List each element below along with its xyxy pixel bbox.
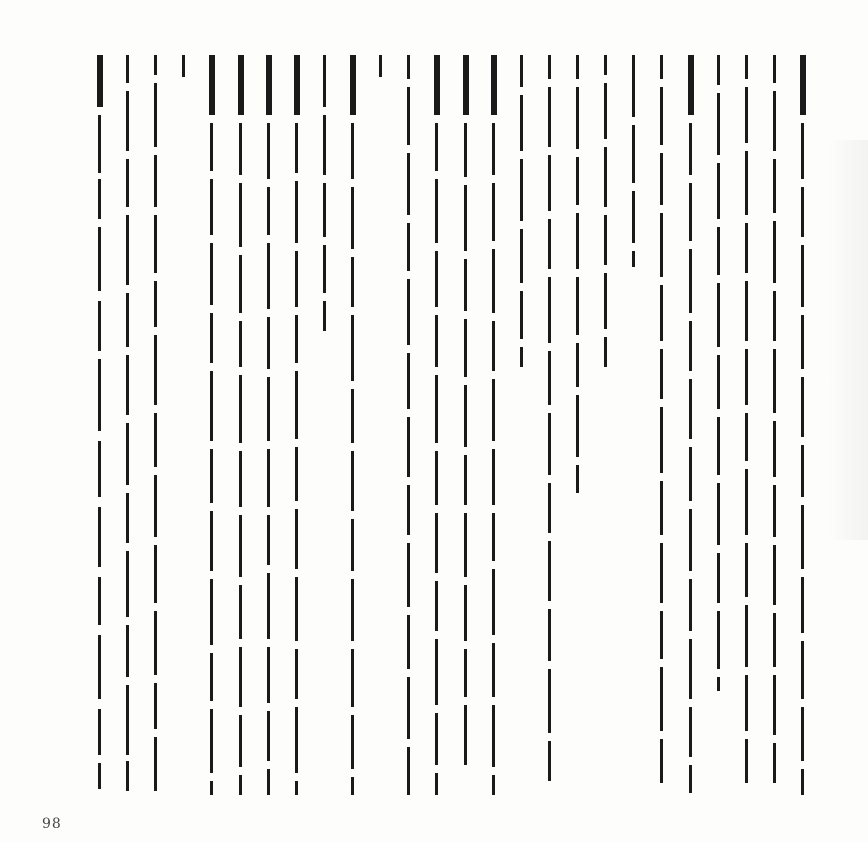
word-stroke [745, 281, 748, 341]
word-stroke [351, 649, 354, 707]
word-stroke [717, 417, 720, 475]
word-stroke [239, 647, 242, 707]
word-stroke [154, 475, 157, 537]
text-column [458, 55, 478, 795]
word-stroke [239, 585, 242, 639]
word-stroke [773, 91, 776, 151]
word-stroke [689, 249, 692, 313]
text-column [261, 55, 281, 795]
word-stroke [435, 713, 438, 765]
text-column [120, 55, 140, 795]
word-stroke [98, 635, 101, 699]
word-stroke [154, 215, 157, 273]
word-stroke [548, 483, 551, 533]
word-stroke [210, 511, 213, 571]
word-stroke [717, 611, 720, 669]
word-stroke [576, 87, 579, 149]
word-stroke [660, 153, 663, 205]
word-stroke [434, 55, 440, 115]
word-stroke [464, 585, 467, 641]
word-stroke [435, 581, 438, 631]
word-stroke [745, 739, 748, 783]
word-stroke [548, 155, 551, 211]
text-column [317, 55, 337, 795]
word-stroke [548, 277, 551, 343]
word-stroke [604, 273, 607, 329]
word-stroke [773, 55, 776, 83]
word-stroke [238, 55, 244, 115]
word-stroke [154, 281, 157, 327]
word-stroke [576, 157, 579, 205]
word-stroke [520, 55, 523, 87]
word-stroke [745, 605, 748, 667]
word-stroke [660, 55, 663, 79]
word-stroke [801, 707, 804, 761]
word-stroke [126, 685, 129, 755]
word-stroke [492, 379, 495, 441]
word-stroke [689, 379, 692, 439]
word-stroke [773, 159, 776, 213]
word-stroke [351, 257, 354, 307]
word-stroke [351, 579, 354, 641]
word-stroke [435, 123, 438, 171]
word-stroke [717, 227, 720, 275]
word-stroke [745, 87, 748, 143]
word-stroke [492, 513, 495, 561]
word-stroke [239, 321, 242, 367]
word-stroke [435, 375, 438, 443]
word-stroke [407, 223, 410, 271]
word-stroke [660, 667, 663, 731]
word-stroke [464, 385, 467, 447]
word-stroke [98, 227, 101, 291]
word-stroke [351, 389, 354, 443]
word-stroke [267, 647, 270, 703]
word-stroke [745, 543, 748, 597]
word-stroke [632, 55, 635, 117]
word-stroke [689, 579, 692, 631]
word-stroke [689, 183, 692, 241]
word-stroke [604, 55, 607, 75]
word-stroke [773, 545, 776, 605]
text-column [176, 55, 196, 795]
word-stroke [407, 279, 410, 345]
word-stroke [154, 155, 157, 207]
word-stroke [126, 493, 129, 543]
word-stroke [492, 183, 495, 241]
word-stroke [407, 543, 410, 607]
word-stroke [464, 185, 467, 251]
word-stroke [520, 159, 523, 221]
word-stroke [660, 285, 663, 341]
word-stroke [210, 179, 213, 235]
word-stroke [717, 483, 720, 545]
text-column [542, 55, 562, 795]
word-stroke [267, 243, 270, 309]
word-stroke [660, 481, 663, 535]
word-stroke [267, 515, 270, 565]
word-stroke [492, 249, 495, 313]
word-stroke [126, 355, 129, 415]
word-stroke [435, 639, 438, 705]
word-stroke [182, 55, 185, 77]
word-stroke [604, 337, 607, 367]
word-stroke [295, 707, 298, 773]
word-stroke [98, 577, 101, 625]
word-stroke [435, 251, 438, 307]
word-stroke [435, 513, 438, 573]
word-stroke [323, 245, 326, 293]
word-stroke [717, 283, 720, 347]
text-column [401, 55, 421, 795]
word-stroke [689, 639, 692, 699]
word-stroke [407, 615, 410, 669]
word-stroke [267, 377, 270, 441]
word-stroke [407, 153, 410, 215]
word-stroke [210, 579, 213, 645]
word-stroke [351, 187, 354, 249]
word-stroke [97, 55, 103, 107]
word-stroke [801, 505, 804, 569]
word-stroke [267, 187, 270, 235]
word-stroke [154, 611, 157, 675]
text-column [345, 55, 365, 795]
word-stroke [154, 335, 157, 405]
word-stroke [98, 179, 101, 219]
word-stroke [239, 255, 242, 313]
word-stroke [548, 609, 551, 661]
word-stroke [210, 709, 213, 773]
word-stroke [295, 251, 298, 307]
word-stroke [239, 123, 242, 175]
word-stroke [576, 277, 579, 335]
word-stroke [717, 553, 720, 603]
word-stroke [295, 649, 298, 699]
word-stroke [717, 355, 720, 409]
word-stroke [717, 55, 720, 85]
word-stroke [800, 55, 806, 115]
word-stroke [463, 55, 469, 115]
word-stroke [407, 55, 410, 79]
word-stroke [660, 87, 663, 145]
word-stroke [126, 293, 129, 347]
word-stroke [126, 215, 129, 285]
text-column [683, 55, 703, 795]
word-stroke [548, 541, 551, 601]
word-stroke [689, 707, 692, 757]
word-stroke [323, 115, 326, 175]
text-column [148, 55, 168, 795]
word-stroke [126, 91, 129, 151]
word-stroke [548, 55, 551, 79]
word-stroke [295, 123, 298, 173]
word-stroke [660, 213, 663, 277]
word-stroke [210, 243, 213, 305]
word-stroke [492, 449, 495, 505]
text-column [795, 55, 815, 795]
word-stroke [801, 445, 804, 497]
word-stroke [745, 55, 748, 79]
word-stroke [773, 291, 776, 341]
word-stroke [604, 83, 607, 139]
word-stroke [745, 413, 748, 461]
word-stroke [492, 775, 495, 795]
word-stroke [267, 123, 270, 179]
word-stroke [464, 705, 467, 765]
word-stroke [210, 371, 213, 441]
word-stroke [660, 349, 663, 399]
word-stroke [126, 159, 129, 207]
word-stroke [407, 485, 410, 535]
word-stroke [98, 301, 101, 351]
word-stroke [576, 55, 579, 79]
word-stroke [464, 123, 467, 177]
word-stroke [295, 509, 298, 569]
word-stroke [520, 291, 523, 339]
word-stroke [548, 413, 551, 475]
word-stroke [717, 93, 720, 155]
word-stroke [717, 677, 720, 691]
word-stroke [295, 781, 298, 795]
text-column [514, 55, 534, 795]
word-stroke [239, 375, 242, 443]
word-stroke [126, 761, 129, 791]
word-stroke [210, 653, 213, 701]
word-stroke [548, 219, 551, 269]
word-stroke [154, 55, 157, 75]
word-stroke [492, 123, 495, 175]
word-stroke [660, 739, 663, 783]
word-stroke [126, 423, 129, 485]
text-column [598, 55, 618, 795]
word-stroke [464, 259, 467, 311]
word-stroke [548, 87, 551, 147]
word-stroke [350, 55, 356, 115]
word-stroke [210, 449, 213, 503]
text-column [289, 55, 309, 795]
word-stroke [548, 741, 551, 781]
word-stroke [154, 545, 157, 603]
word-stroke [464, 455, 467, 505]
word-stroke [98, 763, 101, 789]
word-stroke [801, 641, 804, 699]
word-stroke [801, 187, 804, 237]
word-stroke [210, 313, 213, 363]
word-stroke [239, 715, 242, 767]
word-stroke [576, 465, 579, 493]
word-stroke [266, 55, 272, 115]
word-stroke [267, 317, 270, 369]
word-stroke [689, 509, 692, 571]
word-stroke [407, 87, 410, 145]
word-stroke [745, 223, 748, 273]
word-stroke [98, 441, 101, 497]
word-stroke [745, 349, 748, 405]
word-stroke [745, 469, 748, 535]
word-stroke [351, 519, 354, 571]
word-stroke [801, 769, 804, 795]
word-stroke [295, 181, 298, 243]
word-stroke [351, 451, 354, 511]
word-stroke [435, 315, 438, 367]
word-stroke [210, 781, 213, 795]
word-stroke [801, 123, 804, 179]
text-column [486, 55, 506, 795]
word-stroke [435, 179, 438, 243]
word-stroke [351, 715, 354, 769]
word-stroke [576, 213, 579, 269]
text-column [429, 55, 449, 795]
text-column [626, 55, 646, 795]
text-column [739, 55, 759, 795]
word-stroke [267, 573, 270, 639]
word-stroke [801, 377, 804, 437]
word-stroke [98, 115, 101, 173]
word-stroke [773, 421, 776, 477]
word-stroke [407, 677, 410, 739]
word-stroke [492, 705, 495, 767]
word-stroke [407, 417, 410, 477]
word-stroke [632, 191, 635, 243]
word-stroke [239, 451, 242, 507]
text-column [654, 55, 674, 795]
word-stroke [745, 675, 748, 731]
text-column [767, 55, 787, 795]
word-stroke [407, 747, 410, 795]
text-column [711, 55, 731, 795]
paper-shading [828, 140, 868, 540]
word-stroke [492, 643, 495, 697]
word-stroke [98, 507, 101, 567]
word-stroke [689, 765, 692, 793]
text-column [373, 55, 393, 795]
word-stroke [294, 55, 300, 115]
word-stroke [464, 649, 467, 697]
word-stroke [295, 371, 298, 439]
word-stroke [689, 321, 692, 371]
word-stroke [267, 449, 270, 507]
word-stroke [126, 625, 129, 677]
word-stroke [520, 229, 523, 283]
word-stroke [632, 251, 635, 267]
word-stroke [548, 351, 551, 405]
text-column [233, 55, 253, 795]
word-stroke [773, 221, 776, 283]
word-stroke [491, 55, 497, 115]
word-stroke [801, 577, 804, 633]
word-stroke [267, 769, 270, 795]
word-stroke [520, 347, 523, 367]
word-stroke [801, 245, 804, 307]
word-stroke [576, 395, 579, 457]
word-stroke [379, 55, 382, 77]
word-stroke [126, 55, 129, 83]
word-stroke [295, 577, 298, 641]
word-stroke [351, 777, 354, 795]
word-stroke [548, 669, 551, 733]
word-stroke [773, 613, 776, 667]
word-stroke [576, 343, 579, 387]
text-column [92, 55, 112, 795]
text-column [570, 55, 590, 795]
word-stroke [351, 123, 354, 179]
word-stroke [801, 315, 804, 369]
word-stroke [407, 353, 410, 409]
word-stroke [435, 451, 438, 505]
word-stroke [154, 413, 157, 467]
word-stroke [660, 611, 663, 659]
word-stroke [323, 301, 326, 331]
word-stroke [464, 319, 467, 377]
word-stroke [239, 515, 242, 577]
word-stroke [492, 321, 495, 371]
word-stroke [492, 569, 495, 635]
word-stroke [239, 775, 242, 795]
word-stroke [464, 513, 467, 577]
word-stroke [604, 215, 607, 265]
word-stroke [351, 315, 354, 381]
word-stroke [435, 773, 438, 795]
word-stroke [773, 675, 776, 735]
word-stroke [632, 125, 635, 183]
word-stroke [717, 163, 720, 219]
word-stroke [98, 359, 101, 431]
word-stroke [239, 183, 242, 247]
word-stroke [209, 55, 215, 115]
word-stroke [660, 407, 663, 473]
word-stroke [154, 83, 157, 147]
word-stroke [520, 95, 523, 151]
word-stroke [323, 55, 326, 107]
word-stroke [773, 485, 776, 537]
word-stroke [773, 743, 776, 783]
word-stroke [154, 683, 157, 729]
text-column [204, 55, 224, 795]
word-stroke [773, 349, 776, 413]
word-stroke [154, 737, 157, 791]
word-stroke [126, 551, 129, 617]
word-stroke [98, 709, 101, 755]
word-stroke [688, 55, 694, 115]
word-stroke [689, 123, 692, 175]
word-stroke [604, 147, 607, 207]
word-stroke [267, 711, 270, 761]
word-stroke [323, 183, 326, 237]
word-stroke [210, 123, 213, 171]
word-stroke [745, 151, 748, 215]
word-stroke [660, 543, 663, 603]
word-stroke [295, 447, 298, 501]
word-stroke [295, 315, 298, 363]
word-stroke [689, 447, 692, 501]
page-number: 98 [42, 816, 62, 832]
